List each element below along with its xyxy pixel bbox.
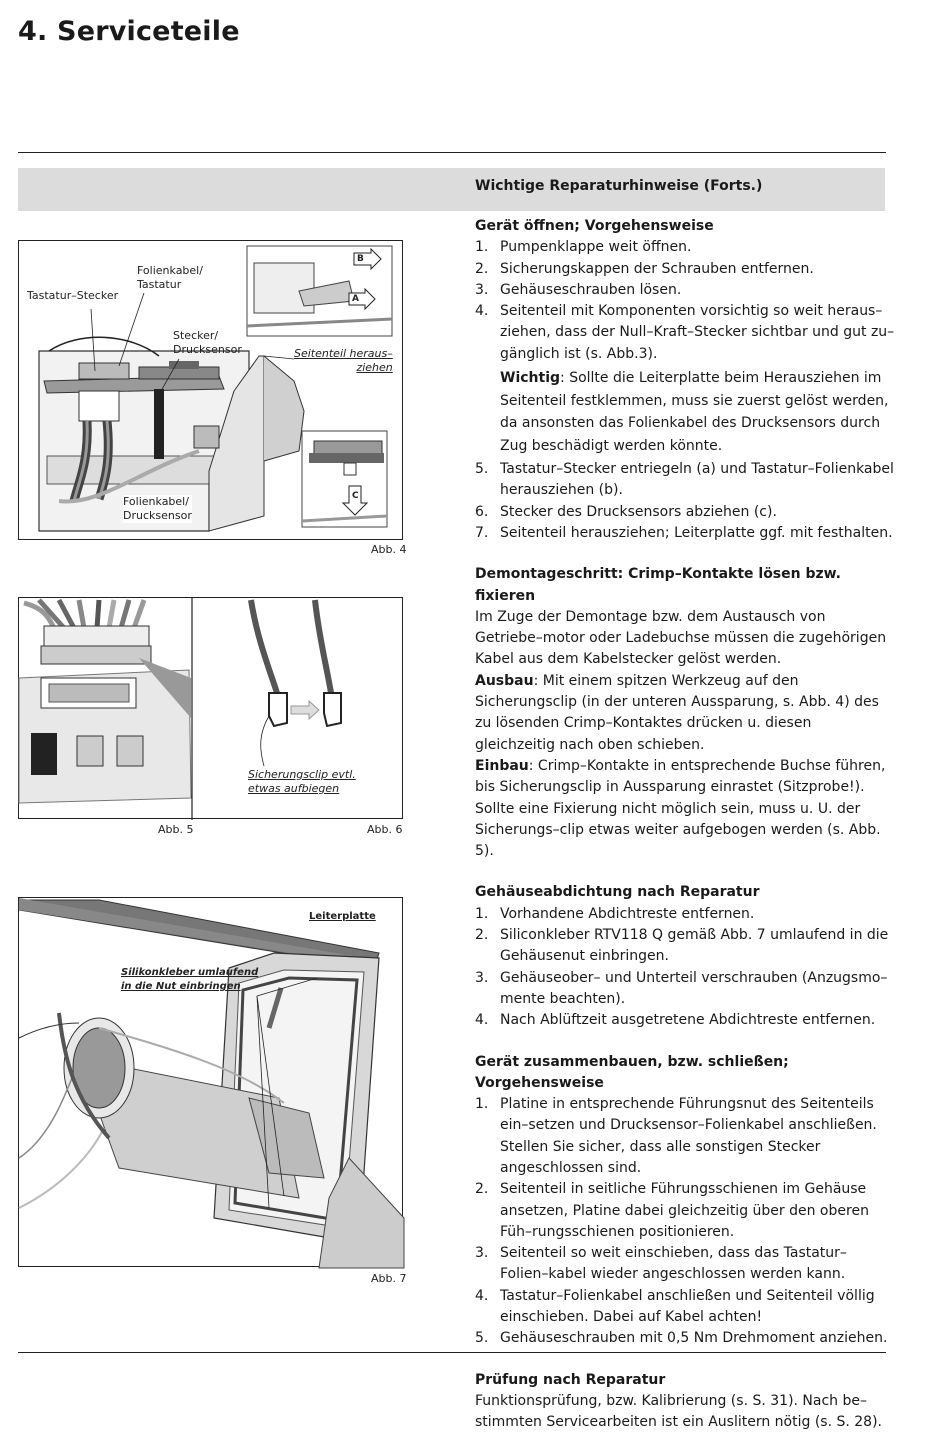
list-item-number: 1. bbox=[475, 239, 489, 256]
section-check bbox=[475, 1370, 895, 1434]
list-item-number: 3. bbox=[475, 969, 489, 986]
note-label: Wichtig bbox=[500, 370, 561, 387]
list-item-number: 1. bbox=[475, 905, 489, 922]
list-item-text: Stecker des Drucksensors abziehen (c). bbox=[500, 503, 777, 520]
list-item-number: 4. bbox=[475, 303, 489, 320]
label-folienkabel-drucksensor: Folienkabel/ Drucksensor bbox=[123, 495, 192, 522]
ausbau-label: Ausbau bbox=[475, 672, 534, 689]
list-item-text: Seitenteil mit Komponenten vorsichtig so weit heraus–ziehen, dass der Null–Kraft–Stecker sichtbar und gut zu–gänglich ist (s. Abb.3). bbox=[500, 303, 895, 362]
section-crimp bbox=[475, 564, 895, 862]
list-item-number: 6. bbox=[475, 503, 489, 520]
label-tastatur-stecker: Tastatur–Stecker bbox=[27, 289, 119, 302]
marker-b: B bbox=[357, 254, 364, 264]
figure-abb5-abb6 bbox=[18, 597, 403, 819]
list-item bbox=[475, 301, 895, 365]
list-item-text: Tastatur–Stecker entriegeln (a) und Tastatur–Folienkabel herausziehen (b). bbox=[500, 461, 894, 499]
list-item bbox=[475, 459, 895, 502]
list-item-text: Seitenteil so weit einschieben, dass das Tastatur–Folien–kabel wieder angeschlossen werden kann. bbox=[500, 1245, 847, 1283]
list-item-number: 2. bbox=[475, 927, 489, 944]
heading-seal: Gehäuseabdichtung nach Reparatur bbox=[475, 884, 760, 901]
list-item-text: Seitenteil herausziehen; Leiterplatte ggf. mit festhalten. bbox=[500, 524, 893, 541]
section-seal bbox=[475, 882, 895, 1031]
list-item-text: Seitenteil in seitliche Führungsschienen im Gehäuse ansetzen, Platine dabei gleichzeitig über den oberen Füh–rungsschienen positionieren. bbox=[500, 1181, 869, 1240]
check-text: Funktionsprüfung, bzw. Kalibrierung (s. S. 31). Nach be–stimmten Servicearbeiten ist ein Auslitern nötig (s. S. 28). bbox=[475, 1392, 882, 1431]
list-item bbox=[475, 904, 895, 925]
caption-abb5: Abb. 5 bbox=[158, 823, 194, 836]
label-sicherungsclip: Sicherungsclip evtl. etwas aufbiegen bbox=[248, 768, 356, 795]
list-item bbox=[475, 1010, 895, 1031]
list-item-number: 4. bbox=[475, 1287, 489, 1304]
label-leiterplatte: Leiterplatte bbox=[309, 911, 376, 922]
heading-check: Prüfung nach Reparatur bbox=[475, 1371, 666, 1388]
list-item bbox=[475, 259, 895, 280]
list-item-text: Nach Ablüftzeit ausgetretene Abdichtreste entfernen. bbox=[500, 1012, 876, 1029]
seal-steps-list bbox=[475, 904, 895, 1032]
list-item-text: Sicherungskappen der Schrauben entfernen. bbox=[500, 260, 814, 277]
label-seitenteil: Seitenteil heraus– ziehen bbox=[294, 347, 393, 374]
list-item-text: Pumpenklappe weit öffnen. bbox=[500, 239, 692, 256]
heading-open: Gerät öffnen; Vorgehensweise bbox=[475, 218, 714, 234]
label-stecker-drucksensor: Stecker/ Drucksensor bbox=[173, 329, 242, 356]
list-item bbox=[475, 1179, 895, 1243]
list-item bbox=[475, 237, 895, 258]
note-text: : Sollte die Leiterplatte beim Herausziehen im Seitenteil festklemmen, muss sie zuerst gelöst werden, da ansonsten das Folienkabel des Drucksensors durch Zug beschädigt werden könnte. bbox=[500, 370, 889, 454]
assemble-steps-list bbox=[475, 1094, 895, 1350]
figure-abb7 bbox=[18, 897, 403, 1267]
note-wichtig bbox=[475, 367, 895, 457]
crimp-ausbau bbox=[475, 671, 895, 756]
marker-c: C bbox=[352, 491, 359, 501]
text-column bbox=[475, 216, 895, 1454]
caption-abb6: Abb. 6 bbox=[367, 823, 403, 836]
band-title: Wichtige Reparaturhinweise (Forts.) bbox=[475, 178, 763, 194]
list-item bbox=[475, 280, 895, 301]
list-item-text: Gehäuseober– und Unterteil verschrauben (Anzugsmo–mente beachten). bbox=[500, 969, 888, 1007]
crimp-einbau bbox=[475, 756, 895, 862]
list-item bbox=[475, 968, 895, 1011]
list-item bbox=[475, 1243, 895, 1286]
section-open bbox=[475, 216, 895, 544]
section-assemble bbox=[475, 1052, 895, 1350]
list-item bbox=[475, 1286, 895, 1329]
list-item-text: Siliconkleber RTV118 Q gemäß Abb. 7 umlaufend in die Gehäusenut einbringen. bbox=[500, 927, 889, 965]
list-item-number: 2. bbox=[475, 260, 489, 277]
list-item-text: Gehäuseschrauben lösen. bbox=[500, 281, 682, 298]
list-item bbox=[475, 1328, 895, 1349]
list-item-number: 3. bbox=[475, 281, 489, 298]
crimp-intro: Im Zuge der Demontage bzw. dem Austausch von Getriebe–motor oder Ladebuchse müssen die zugehörigen Kabel aus dem Kabelstecker gelöst werden. bbox=[475, 608, 887, 668]
heading-assemble: Gerät zusammenbauen, bzw. schließen; Vorgehensweise bbox=[475, 1053, 789, 1091]
list-item-number: 7. bbox=[475, 524, 489, 541]
list-item-text: Vorhandene Abdichtreste entfernen. bbox=[500, 905, 755, 922]
figure-abb4 bbox=[18, 240, 403, 540]
ausbau-text: : Mit einem spitzen Werkzeug auf den Sicherungsclip (in der unteren Aussparung, s. Abb. 4) des zu lösenden Crimp–Kontaktes drücken u. diesen gleichzeitig nach oben schieben. bbox=[475, 672, 879, 753]
einbau-label: Einbau bbox=[475, 757, 529, 774]
list-item bbox=[475, 502, 895, 523]
list-item bbox=[475, 523, 895, 544]
einbau-text: : Crimp–Kontakte in entsprechende Buchse führen, bis Sicherungsclip in Aussparung einrastet (Sitzprobe!). Sollte eine Fixierung nicht möglich sein, muss u. U. der Sicherungs–clip etwas weiter aufgebogen werden (s. Abb. 5). bbox=[475, 757, 886, 860]
list-item bbox=[475, 925, 895, 968]
caption-abb7: Abb. 7 bbox=[371, 1272, 407, 1285]
list-item bbox=[475, 1094, 895, 1179]
abb4-illustration bbox=[19, 241, 404, 541]
caption-abb4: Abb. 4 bbox=[371, 543, 407, 556]
top-rule bbox=[18, 152, 886, 153]
list-item-text: Gehäuseschrauben mit 0,5 Nm Drehmoment anziehen. bbox=[500, 1330, 888, 1347]
abb7-illustration bbox=[19, 898, 404, 1268]
marker-a: A bbox=[352, 294, 359, 304]
list-item-number: 2. bbox=[475, 1181, 489, 1198]
list-item-number: 1. bbox=[475, 1096, 489, 1113]
heading-crimp: Demontageschritt: Crimp–Kontakte lösen bzw. fixieren bbox=[475, 566, 842, 604]
open-steps2-list bbox=[475, 459, 895, 544]
list-item-number: 5. bbox=[475, 1330, 489, 1347]
label-silikonkleber: Silikonkleber umlaufend in die Nut einbringen bbox=[121, 967, 259, 992]
list-item-number: 4. bbox=[475, 1012, 489, 1029]
list-item-text: Platine in entsprechende Führungsnut des Seitenteils ein–setzen und Drucksensor–Folienkabel anschließen. Stellen Sie sicher, dass alle sonstigen Stecker angeschlossen sind. bbox=[500, 1096, 877, 1176]
list-item-number: 3. bbox=[475, 1245, 489, 1262]
page-title: 4. Serviceteile bbox=[18, 16, 240, 47]
list-item-text: Tastatur–Folienkabel anschließen und Seitenteil völlig einschieben. Dabei auf Kabel achten! bbox=[500, 1287, 875, 1326]
list-item-number: 5. bbox=[475, 461, 489, 478]
open-steps-list bbox=[475, 237, 895, 365]
label-folienkabel-tastatur: Folienkabel/ Tastatur bbox=[137, 264, 203, 291]
